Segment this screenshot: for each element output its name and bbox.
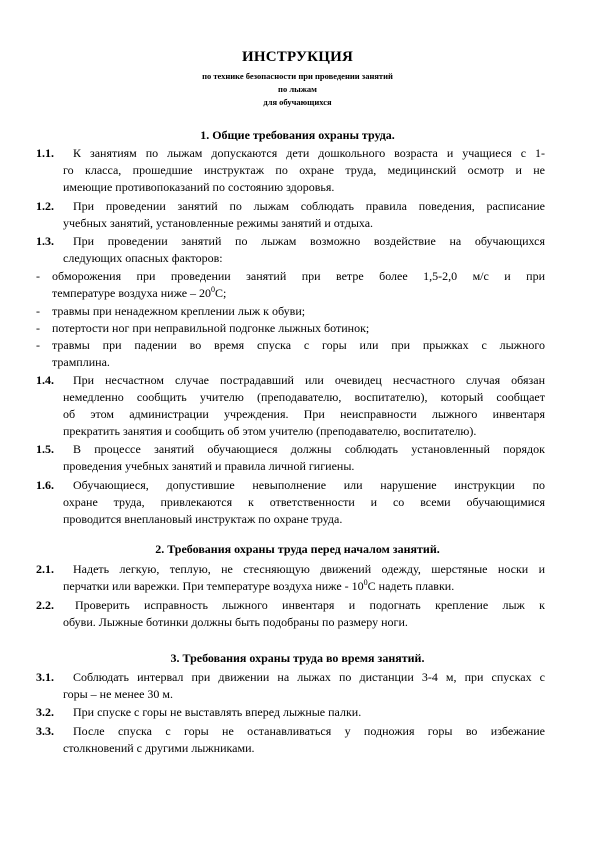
section-2-heading: 2. Требования охраны труда перед началом занятий.: [155, 542, 440, 556]
item-line: обуви. Лыжные ботинки должны быть подобраны по размеру ноги.: [63, 615, 408, 629]
item-line: Обучающиеся, допустившие невыполнение или нарушение инструкции по: [73, 478, 545, 492]
bullet-dash: -: [36, 321, 40, 335]
item-line: имеющие противопоказаний по состоянию здоровья.: [63, 180, 335, 194]
item-line: немедленно сообщить учителю (преподавателю, воспитателю), который сообщает: [63, 390, 545, 404]
document-subtitle-3: для обучающихся: [263, 97, 332, 107]
bullet-dash: -: [36, 269, 40, 283]
item-line: горы – не менее 30 м.: [63, 687, 174, 701]
section-3-heading: 3. Требования охраны труда во время занятий.: [170, 651, 425, 665]
item-line: Проверить исправность лыжного инвентаря и подогнать крепление лыж к: [75, 598, 545, 612]
item-line: перчатки или варежки. При температуре воздуха ниже - $10^0С$ надеть плавки.: [63, 578, 455, 593]
item-line: При спуске с горы не выставлять вперед лыжные палки.: [73, 705, 362, 719]
bullet-dash: -: [36, 338, 40, 352]
item-line: При проведении занятий по лыжам возможно воздействие на обучающихся: [73, 234, 545, 248]
item-number: 3.3.: [36, 724, 54, 738]
item-line: К занятиям по лыжам допускаются дети дошкольного возраста и учащиеся с 1-: [73, 146, 545, 160]
item-line: проводится внеплановый инструктаж по охране труда.: [63, 512, 343, 526]
document-subtitle-2: по лыжам: [278, 84, 317, 94]
item-line: охране труда, привлекаются к ответственности и со всеми обучающимися: [63, 495, 545, 509]
item-number: 3.1.: [36, 670, 54, 684]
hazard-line: температуре воздуха ниже – $20^0С$;: [52, 285, 227, 300]
item-number: 1.1.: [36, 146, 54, 160]
item-number: 2.1.: [36, 562, 54, 576]
item-line: Соблюдать интервал при движении на лыжах по дистанции 3-4 м, при спусках с: [73, 670, 545, 684]
document-subtitle-1: по технике безопасности при проведении занятий: [202, 71, 393, 81]
item-line: проведения учебных занятий и правила личной гигиены.: [63, 459, 355, 473]
item-line: В процессе занятий обучающиеся должны соблюдать установленный порядок: [73, 442, 545, 456]
item-number: 1.3.: [36, 234, 54, 248]
document-title: ИНСТРУКЦИЯ: [241, 49, 353, 65]
item-number: 1.6.: [36, 478, 54, 492]
item-number: 3.2.: [36, 705, 54, 719]
item-number: 2.2.: [36, 598, 54, 612]
item-number: 1.4.: [36, 373, 54, 387]
item-line: об этом администрации учреждения. При неисправности лыжного инвентаря: [63, 407, 545, 421]
item-line: учебных занятий, установленные режимы занятий и отдыха.: [63, 216, 374, 230]
item-line: столкновений с другими лыжниками.: [63, 741, 255, 755]
hazard-line: трамплина.: [52, 355, 110, 369]
hazard-line: потертости ног при неправильной подгонке лыжных ботинок;: [52, 321, 370, 335]
item-line: го класса, прошедшие инструктаж по охране труда, медицинский осмотр и не: [63, 163, 545, 177]
hazard-line: обморожения при проведении занятий при ветре более 1,5-2,0 м/с и при: [52, 269, 545, 283]
item-line: При проведении занятий по лыжам соблюдать правила поведения, расписание: [73, 199, 545, 213]
item-number: 1.2.: [36, 199, 54, 213]
section-1-heading: 1. Общие требования охраны труда.: [200, 128, 395, 142]
bullet-dash: -: [36, 304, 40, 318]
hazard-line: травмы при ненадежном креплении лыж к обуви;: [52, 304, 306, 318]
item-line: После спуска с горы не останавливаться у подножия горы во избежание: [73, 724, 545, 738]
item-number: 1.5.: [36, 442, 54, 456]
item-line: прекратить занятия и сообщить об этом учителю (преподавателю, воспитателю).: [63, 424, 477, 438]
item-line: При несчастном случае пострадавший или очевидец несчастного случая обязан: [73, 373, 545, 387]
hazard-line: травмы при падении во время спуска с горы или при прыжках с лыжного: [52, 338, 545, 352]
item-line: следующих опасных факторов:: [63, 251, 223, 265]
item-line: Надеть легкую, теплую, не стесняющую движений одежду, шерстяные носки и: [73, 562, 545, 576]
